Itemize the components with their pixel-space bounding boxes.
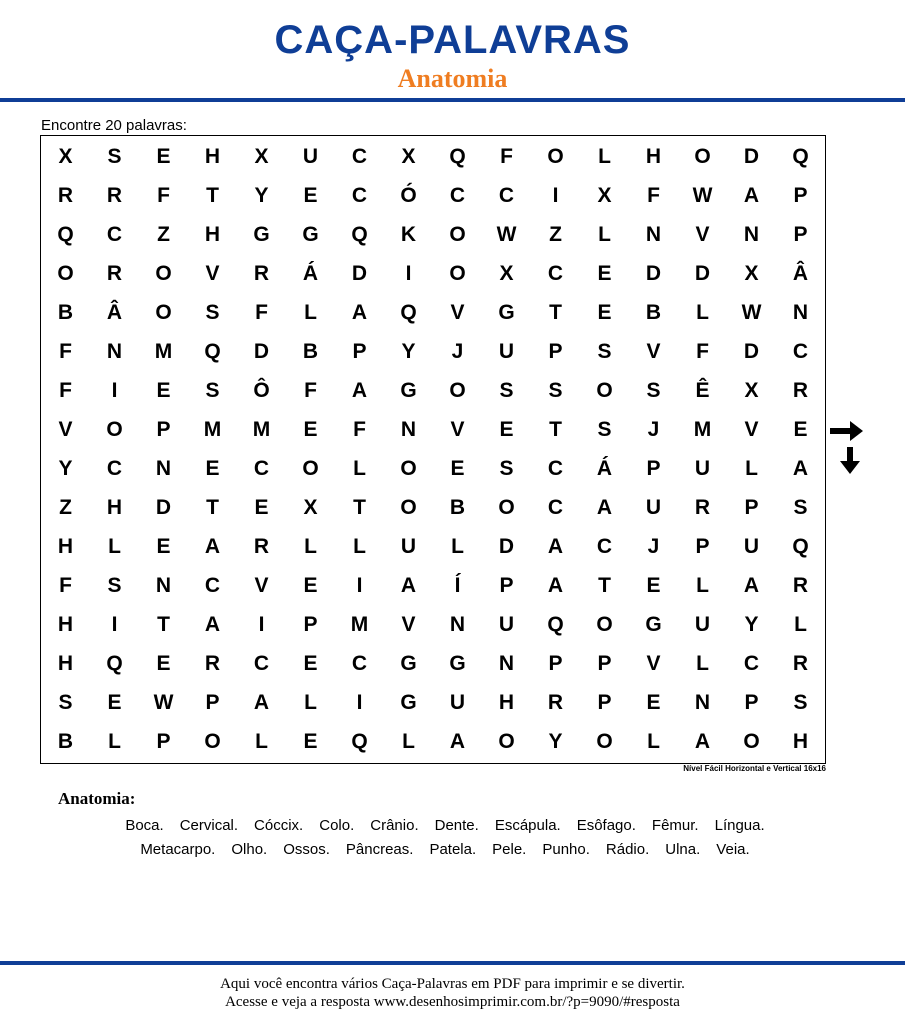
grid-cell[interactable]: H [204, 223, 221, 246]
word-list-item: Ossos. [283, 841, 330, 858]
grid-cell[interactable]: G [645, 613, 662, 636]
word-list-row-2 [40, 840, 850, 860]
grid-cell[interactable]: A [743, 184, 760, 207]
grid-cell[interactable]: X [254, 145, 269, 168]
grid-cell[interactable]: P [156, 730, 171, 753]
grid-cell[interactable]: U [694, 613, 711, 636]
grid-cell[interactable]: A [743, 574, 760, 597]
grid-cell[interactable]: Ó [400, 184, 417, 207]
grid-cell[interactable]: M [693, 418, 712, 441]
grid-cell[interactable]: K [400, 223, 417, 246]
grid-cell[interactable]: N [449, 613, 466, 636]
grid-cell[interactable]: O [204, 730, 221, 753]
grid-cell[interactable]: O [400, 457, 417, 480]
page-subtitle: Anatomia [397, 64, 508, 93]
grid-cell[interactable]: O [400, 496, 417, 519]
grid-cell[interactable]: N [155, 457, 172, 480]
grid-cell[interactable]: T [157, 613, 170, 636]
word-list-item: Veia. [716, 841, 750, 858]
grid-cell[interactable]: Y [58, 457, 73, 480]
grid-cell[interactable]: J [451, 340, 464, 363]
grid-cell[interactable]: D [253, 340, 270, 363]
grid-cell[interactable]: E [107, 691, 122, 714]
grid-cell[interactable]: A [596, 496, 613, 519]
grid-cell[interactable]: O [596, 613, 613, 636]
word-list-heading: Anatomia: [58, 789, 136, 808]
grid-cell[interactable]: U [449, 691, 466, 714]
grid-cell[interactable]: P [548, 340, 563, 363]
grid-cell[interactable]: N [155, 574, 172, 597]
grid-cell[interactable]: R [792, 379, 809, 402]
grid-cell[interactable]: C [351, 184, 368, 207]
grid-cell[interactable]: Q [106, 652, 123, 675]
grid-cell[interactable]: Q [351, 223, 368, 246]
grid-cell[interactable]: V [744, 418, 759, 441]
word-list-item: Fêmur. [651, 817, 699, 834]
grid-cell[interactable]: I [552, 184, 559, 207]
grid-cell[interactable]: Â [792, 262, 809, 285]
grid-cell[interactable]: R [253, 262, 270, 285]
grid-cell[interactable]: C [743, 652, 760, 675]
grid-cell[interactable]: Q [547, 613, 564, 636]
grid-cell[interactable]: L [304, 691, 317, 714]
grid-cell[interactable]: C [596, 535, 613, 558]
grid-cell[interactable]: S [205, 301, 220, 324]
grid-cell[interactable]: E [303, 418, 318, 441]
grid-cell[interactable]: F [59, 379, 72, 402]
grid-cell[interactable]: V [450, 301, 465, 324]
grid-cell[interactable]: F [500, 145, 513, 168]
grid-cell[interactable]: G [400, 691, 417, 714]
grid-cell[interactable]: O [449, 223, 466, 246]
grid-cell[interactable]: F [59, 574, 72, 597]
letter-grid [41, 137, 825, 761]
grid-cell[interactable]: W [741, 301, 762, 324]
grid-cell[interactable]: L [304, 301, 317, 324]
grid-cell[interactable]: G [449, 652, 466, 675]
grid-cell[interactable]: N [645, 223, 662, 246]
grid-cell[interactable]: E [156, 145, 171, 168]
grid-cell[interactable]: I [111, 613, 118, 636]
grid-cell[interactable]: R [204, 652, 221, 675]
grid-cell[interactable]: O [743, 730, 760, 753]
grid-cell[interactable]: O [596, 379, 613, 402]
grid-cell[interactable]: S [205, 379, 220, 402]
grid-cell[interactable]: T [549, 301, 562, 324]
grid-cell[interactable]: Y [254, 184, 269, 207]
grid-cell[interactable]: P [597, 691, 612, 714]
grid-cell[interactable]: L [696, 652, 709, 675]
grid-cell[interactable]: E [156, 652, 171, 675]
grid-cell[interactable]: E [450, 457, 465, 480]
grid-cell[interactable]: O [106, 418, 123, 441]
grid-cell[interactable]: B [57, 730, 74, 753]
grid-cell[interactable]: D [645, 262, 662, 285]
grid-cell[interactable]: W [692, 184, 713, 207]
grid-cell[interactable]: N [743, 223, 760, 246]
grid-cell[interactable]: M [203, 418, 222, 441]
grid-cell[interactable]: P [793, 184, 808, 207]
grid-cell[interactable]: C [792, 340, 809, 363]
word-list-item: Ulna. [665, 841, 701, 858]
grid-cell[interactable]: Ê [695, 379, 710, 402]
grid-cell[interactable]: L [745, 457, 758, 480]
grid-cell[interactable]: I [356, 574, 363, 597]
arrow-down-icon [839, 447, 861, 475]
grid-cell[interactable]: U [694, 457, 711, 480]
grid-cell[interactable]: X [303, 496, 318, 519]
word-list-item: Esôfago. [576, 817, 636, 834]
word-list-item: Dente. [434, 817, 479, 834]
grid-cell[interactable]: C [498, 184, 515, 207]
grid-cell[interactable]: S [58, 691, 73, 714]
grid-cell[interactable]: T [353, 496, 366, 519]
grid-cell[interactable]: M [154, 340, 173, 363]
grid-cell[interactable]: L [598, 145, 611, 168]
grid-cell[interactable]: I [111, 379, 118, 402]
grid-cell[interactable]: S [107, 574, 122, 597]
word-list-item: Metacarpo. [140, 841, 216, 858]
word-list-item: Rádio. [605, 841, 650, 858]
grid-cell[interactable]: H [792, 730, 809, 753]
grid-cell[interactable]: I [258, 613, 265, 636]
grid-cell[interactable]: T [206, 496, 219, 519]
level-note: Nível Fácil Horizontal e Vertical 16x16 [683, 764, 826, 773]
grid-cell[interactable]: X [744, 262, 759, 285]
grid-cell[interactable]: E [597, 262, 612, 285]
grid-cell[interactable]: D [351, 262, 368, 285]
grid-cell[interactable]: I [356, 691, 363, 714]
grid-cell[interactable]: U [302, 145, 319, 168]
grid-cell[interactable]: V [254, 574, 269, 597]
word-list-item: Olho. [231, 841, 268, 858]
word-list-item: Colo. [319, 817, 355, 834]
grid-cell[interactable]: Í [454, 574, 461, 597]
grid-cell[interactable]: C [204, 574, 221, 597]
word-list-item: Cervical. [179, 817, 239, 834]
grid-cell[interactable]: U [498, 613, 515, 636]
grid-cell[interactable]: T [549, 418, 562, 441]
grid-cell[interactable]: N [694, 691, 711, 714]
grid-cell[interactable]: A [351, 379, 368, 402]
grid-cell[interactable]: E [793, 418, 808, 441]
grid-cell[interactable]: P [303, 613, 318, 636]
grid-cell[interactable]: P [744, 691, 759, 714]
word-list-item: Patela. [429, 841, 477, 858]
grid-cell[interactable]: V [401, 613, 416, 636]
grid-cell[interactable]: C [547, 457, 564, 480]
grid-cell[interactable]: R [792, 652, 809, 675]
grid-cell[interactable]: P [744, 496, 759, 519]
grid-cell[interactable]: L [598, 223, 611, 246]
grid-cell[interactable]: N [400, 418, 417, 441]
grid-cell[interactable]: Q [792, 145, 809, 168]
grid-cell[interactable]: S [107, 145, 122, 168]
grid-cell[interactable]: Q [57, 223, 74, 246]
grid-cell[interactable]: Q [449, 145, 466, 168]
grid-cell[interactable]: V [695, 223, 710, 246]
grid-cell[interactable]: T [206, 184, 219, 207]
grid-cell[interactable]: S [646, 379, 661, 402]
grid-cell[interactable]: O [596, 730, 613, 753]
word-list-item: Crânio. [370, 817, 419, 834]
grid-cell[interactable]: P [646, 457, 661, 480]
grid-cell[interactable]: H [106, 496, 123, 519]
footer-line-1: Aqui você encontra vários Caça-Palavras em PDF para imprimir e se divertir. [220, 976, 685, 992]
grid-cell[interactable]: L [353, 535, 366, 558]
grid-cell[interactable]: O [694, 145, 711, 168]
grid-cell[interactable]: F [353, 418, 366, 441]
grid-cell[interactable]: W [496, 223, 517, 246]
grid-cell[interactable]: L [402, 730, 415, 753]
grid-cell[interactable]: N [106, 340, 123, 363]
grid-cell[interactable]: C [106, 223, 123, 246]
grid-cell[interactable]: O [547, 145, 564, 168]
grid-cell[interactable]: S [597, 418, 612, 441]
grid-cell[interactable]: W [153, 691, 174, 714]
grid-cell[interactable]: V [205, 262, 220, 285]
grid-cell[interactable]: D [498, 535, 515, 558]
instruction-text: Encontre 20 palavras: [41, 117, 187, 134]
grid-cell[interactable]: E [597, 301, 612, 324]
grid-cell[interactable]: L [794, 613, 807, 636]
grid-cell[interactable]: X [499, 262, 514, 285]
grid-cell[interactable]: A [204, 535, 221, 558]
grid-cell[interactable]: H [57, 652, 74, 675]
grid-cell[interactable]: L [353, 457, 366, 480]
grid-cell[interactable]: L [451, 535, 464, 558]
grid-cell[interactable]: Q [351, 730, 368, 753]
grid-cell[interactable]: A [547, 574, 564, 597]
word-list-item: Escápula. [494, 817, 561, 834]
grid-cell[interactable]: L [255, 730, 268, 753]
grid-cell[interactable]: C [547, 262, 564, 285]
grid-cell[interactable]: S [499, 457, 514, 480]
grid-cell[interactable]: G [302, 223, 319, 246]
grid-cell[interactable]: O [155, 262, 172, 285]
grid-cell[interactable]: C [351, 652, 368, 675]
grid-cell[interactable]: F [647, 184, 660, 207]
grid-cell[interactable]: Â [106, 301, 123, 324]
grid-cell[interactable]: A [694, 730, 711, 753]
grid-cell[interactable]: G [498, 301, 515, 324]
grid-cell[interactable]: A [792, 457, 809, 480]
grid-cell[interactable]: Z [59, 496, 72, 519]
grid-cell[interactable]: X [597, 184, 612, 207]
grid-cell[interactable]: E [646, 574, 661, 597]
grid-cell[interactable]: P [548, 652, 563, 675]
grid-cell[interactable]: Z [549, 223, 562, 246]
grid-cell[interactable]: P [695, 535, 710, 558]
grid-cell[interactable]: O [498, 730, 515, 753]
grid-cell[interactable]: Á [302, 262, 319, 285]
grid-cell[interactable]: Q [400, 301, 417, 324]
grid-cell[interactable]: E [205, 457, 220, 480]
grid-cell[interactable]: O [302, 457, 319, 480]
grid-cell[interactable]: O [449, 379, 466, 402]
grid-cell[interactable]: A [547, 535, 564, 558]
grid-cell[interactable]: Y [548, 730, 563, 753]
grid-cell[interactable]: R [547, 691, 564, 714]
grid-cell[interactable]: T [598, 574, 611, 597]
grid-cell[interactable]: F [255, 301, 268, 324]
grid-cell[interactable]: H [498, 691, 515, 714]
footer-line-2: Acesse e veja a resposta www.desenhosimprimir.com.br/?p=9090/#resposta [225, 994, 680, 1010]
grid-cell[interactable]: E [156, 379, 171, 402]
grid-cell[interactable]: F [157, 184, 170, 207]
grid-cell[interactable]: R [253, 535, 270, 558]
grid-cell[interactable]: A [204, 613, 221, 636]
grid-cell[interactable]: C [547, 496, 564, 519]
grid-cell[interactable]: F [696, 340, 709, 363]
word-list-item: Punho. [542, 841, 590, 858]
grid-cell[interactable]: X [744, 379, 759, 402]
grid-cell[interactable]: R [792, 574, 809, 597]
grid-cell[interactable]: B [302, 340, 319, 363]
grid-cell[interactable]: H [57, 535, 74, 558]
grid-cell[interactable]: V [450, 418, 465, 441]
bottom-divider [0, 961, 905, 965]
grid-cell[interactable]: U [645, 496, 662, 519]
grid-cell[interactable]: A [253, 691, 270, 714]
grid-cell[interactable]: B [449, 496, 466, 519]
grid-cell[interactable]: E [254, 496, 269, 519]
grid-cell[interactable]: I [405, 262, 412, 285]
grid-cell[interactable]: P [205, 691, 220, 714]
grid-cell[interactable]: Y [744, 613, 759, 636]
grid-cell[interactable]: B [57, 301, 74, 324]
grid-cell[interactable]: P [597, 652, 612, 675]
grid-cell[interactable]: L [108, 730, 121, 753]
grid-cell[interactable]: S [499, 379, 514, 402]
grid-cell[interactable]: X [58, 145, 73, 168]
grid-cell[interactable]: Á [596, 457, 613, 480]
word-list-item: Pele. [492, 841, 527, 858]
grid-cell[interactable]: S [548, 379, 563, 402]
grid-cell[interactable]: A [400, 574, 417, 597]
grid-cell[interactable]: N [792, 301, 809, 324]
grid-cell[interactable]: E [646, 691, 661, 714]
grid-cell[interactable]: J [647, 535, 660, 558]
grid-cell[interactable]: Q [204, 340, 221, 363]
word-list-item: Pâncreas. [345, 841, 414, 858]
page-title: CAÇA-PALAVRAS [274, 18, 631, 62]
grid-cell[interactable]: U [400, 535, 417, 558]
grid-cell[interactable]: S [793, 496, 808, 519]
word-list-row-1 [40, 816, 850, 836]
grid-cell[interactable]: E [499, 418, 514, 441]
grid-cell[interactable]: V [646, 340, 661, 363]
grid-cell[interactable]: D [155, 496, 172, 519]
grid-cell[interactable]: L [696, 301, 709, 324]
grid-cell[interactable]: X [401, 145, 416, 168]
grid-cell[interactable]: P [156, 418, 171, 441]
grid-cell[interactable]: A [351, 301, 368, 324]
grid-cell[interactable]: R [57, 184, 74, 207]
top-divider [0, 98, 905, 102]
word-list-item: Boca. [125, 817, 164, 834]
grid-cell[interactable]: V [646, 652, 661, 675]
grid-cell[interactable]: J [647, 418, 660, 441]
grid-cell[interactable]: F [304, 379, 317, 402]
grid-cell[interactable]: E [303, 730, 318, 753]
word-list-item: Língua. [714, 817, 765, 834]
grid-cell[interactable]: H [204, 145, 221, 168]
grid-cell[interactable]: P [499, 574, 514, 597]
grid-cell[interactable]: Z [157, 223, 170, 246]
grid-cell[interactable]: Q [792, 535, 809, 558]
grid-cell[interactable]: L [647, 730, 660, 753]
grid-cell[interactable]: D [694, 262, 711, 285]
grid-cell[interactable]: H [645, 145, 662, 168]
grid-cell[interactable]: G [253, 223, 270, 246]
grid-cell[interactable]: S [597, 340, 612, 363]
grid-cell[interactable]: L [108, 535, 121, 558]
grid-cell[interactable]: P [793, 223, 808, 246]
grid-cell[interactable]: U [498, 340, 515, 363]
grid-cell[interactable]: A [449, 730, 466, 753]
grid-cell[interactable]: M [350, 613, 369, 636]
grid-cell[interactable]: O [498, 496, 515, 519]
grid-cell[interactable]: R [694, 496, 711, 519]
grid-cell[interactable]: E [303, 652, 318, 675]
grid-cell[interactable]: C [351, 145, 368, 168]
grid-cell[interactable]: L [304, 535, 317, 558]
grid-cell[interactable]: G [400, 379, 417, 402]
grid-cell[interactable]: O [155, 301, 172, 324]
grid-cell[interactable]: O [57, 262, 74, 285]
grid-cell[interactable]: Y [401, 340, 416, 363]
grid-cell[interactable]: O [449, 262, 466, 285]
grid-cell[interactable]: N [498, 652, 515, 675]
grid-cell[interactable]: G [400, 652, 417, 675]
grid-cell[interactable]: B [645, 301, 662, 324]
grid-cell[interactable]: D [743, 145, 760, 168]
grid-cell[interactable]: F [59, 340, 72, 363]
grid-cell[interactable]: L [696, 574, 709, 597]
grid-cell[interactable]: C [106, 457, 123, 480]
grid-cell[interactable]: E [303, 184, 318, 207]
grid-cell[interactable]: P [352, 340, 367, 363]
grid-cell[interactable]: H [57, 613, 74, 636]
word-list-item: Cóccix. [254, 817, 304, 834]
grid-cell[interactable]: C [253, 457, 270, 480]
grid-cell[interactable]: C [253, 652, 270, 675]
grid-cell[interactable]: R [106, 262, 123, 285]
grid-cell[interactable]: S [793, 691, 808, 714]
grid-cell[interactable]: M [252, 418, 271, 441]
grid-cell[interactable]: D [743, 340, 760, 363]
grid-cell[interactable]: C [449, 184, 466, 207]
grid-cell[interactable]: Ô [253, 379, 270, 402]
grid-cell[interactable]: V [58, 418, 73, 441]
grid-cell[interactable]: E [156, 535, 171, 558]
grid-cell[interactable]: R [106, 184, 123, 207]
grid-cell[interactable]: E [303, 574, 318, 597]
arrow-right-icon [830, 420, 864, 442]
grid-cell[interactable]: U [743, 535, 760, 558]
